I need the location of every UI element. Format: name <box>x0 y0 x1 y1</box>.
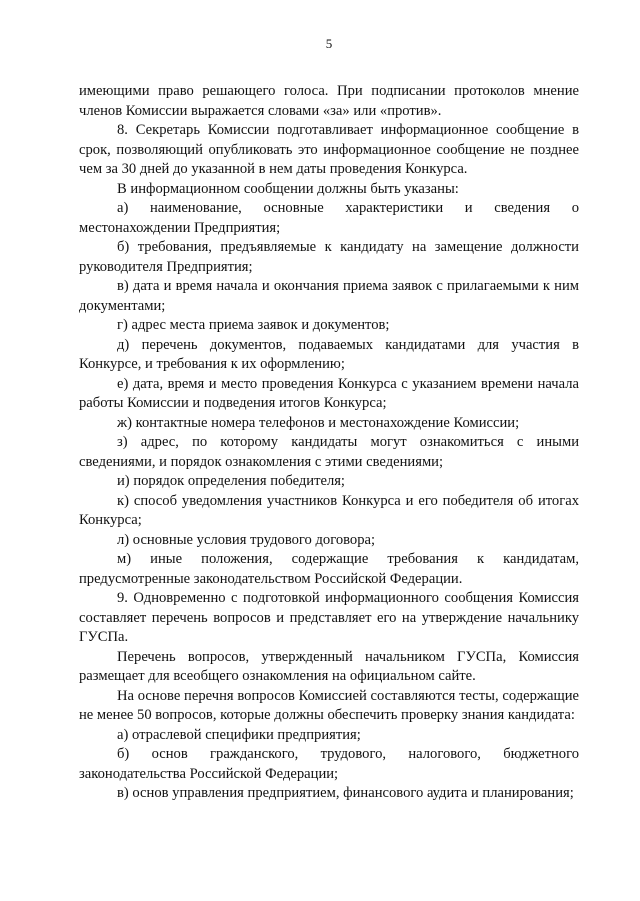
list-item: г) адрес места приема заявок и документов; <box>117 317 390 333</box>
paragraph: Перечень вопросов, утвержденный начальником ГУСПа, Комиссия размещает для всеобщего ознакомления на официальном сайте. <box>79 648 579 684</box>
list-item: з) адрес, по которому кандидаты могут ознакомиться с иными сведениями, и порядок ознакомления с этими сведениями; <box>79 434 579 470</box>
list-item: к) способ уведомления участников Конкурса и его победителя об итогах Конкурса; <box>79 492 579 528</box>
paragraph: 8. Секретарь Комиссии подготавливает информационное сообщение в срок, позволяющий опубликовать это информационное сообщение не позднее чем за 30 дней до указанной в нем даты проведения Конкурса. <box>79 122 579 177</box>
list-item: а) отраслевой специфики предприятия; <box>117 726 361 743</box>
page-number: 5 <box>325 36 333 51</box>
list-item: в) основ управления предприятием, финансового аудита и планирования; <box>117 785 574 801</box>
list-item: л) основные условия трудового договора; <box>117 531 376 548</box>
list-item: д) перечень документов, подаваемых кандидатами для участия в Конкурсе, и требования к их оформлению; <box>79 336 579 372</box>
list-item: е) дата, время и место проведения Конкурса с указанием времени начала работы Комиссии и подведения итогов Конкурса; <box>79 375 579 411</box>
list-item: и) порядок определения победителя; <box>117 473 345 489</box>
list-item: м) иные положения, содержащие требования к кандидатам, предусмотренные законодательством Российской Федерации. <box>79 551 579 587</box>
list-item: б) основ гражданского, трудового, налогового, бюджетного законодательства Российской Федерации; <box>79 746 579 782</box>
paragraph: имеющими право решающего голоса. При подписании протоколов мнение членов Комиссии выражается словами «за» или «против». <box>79 83 579 119</box>
paragraph: На основе перечня вопросов Комиссией составляются тесты, содержащие не менее 50 вопросов, которые должны обеспечить проверку знания кандидата: <box>79 687 579 723</box>
list-item: а) наименование, основные характеристики и сведения о местонахождении Предприятия; <box>79 200 579 236</box>
paragraph: 9. Одновременно с подготовкой информационного сообщения Комиссия составляет перечень вопросов и представляет его на утверждение начальнику ГУСПа. <box>79 590 579 645</box>
list-item: в) дата и время начала и окончания приема заявок с прилагаемыми к ним документами; <box>79 278 579 314</box>
paragraph: В информационном сообщении должны быть указаны: <box>117 180 459 197</box>
document-body <box>79 82 579 804</box>
list-item: ж) контактные номера телефонов и местонахождение Комиссии; <box>117 414 520 431</box>
list-item: б) требования, предъявляемые к кандидату на замещение должности руководителя Предприятия; <box>79 239 579 275</box>
